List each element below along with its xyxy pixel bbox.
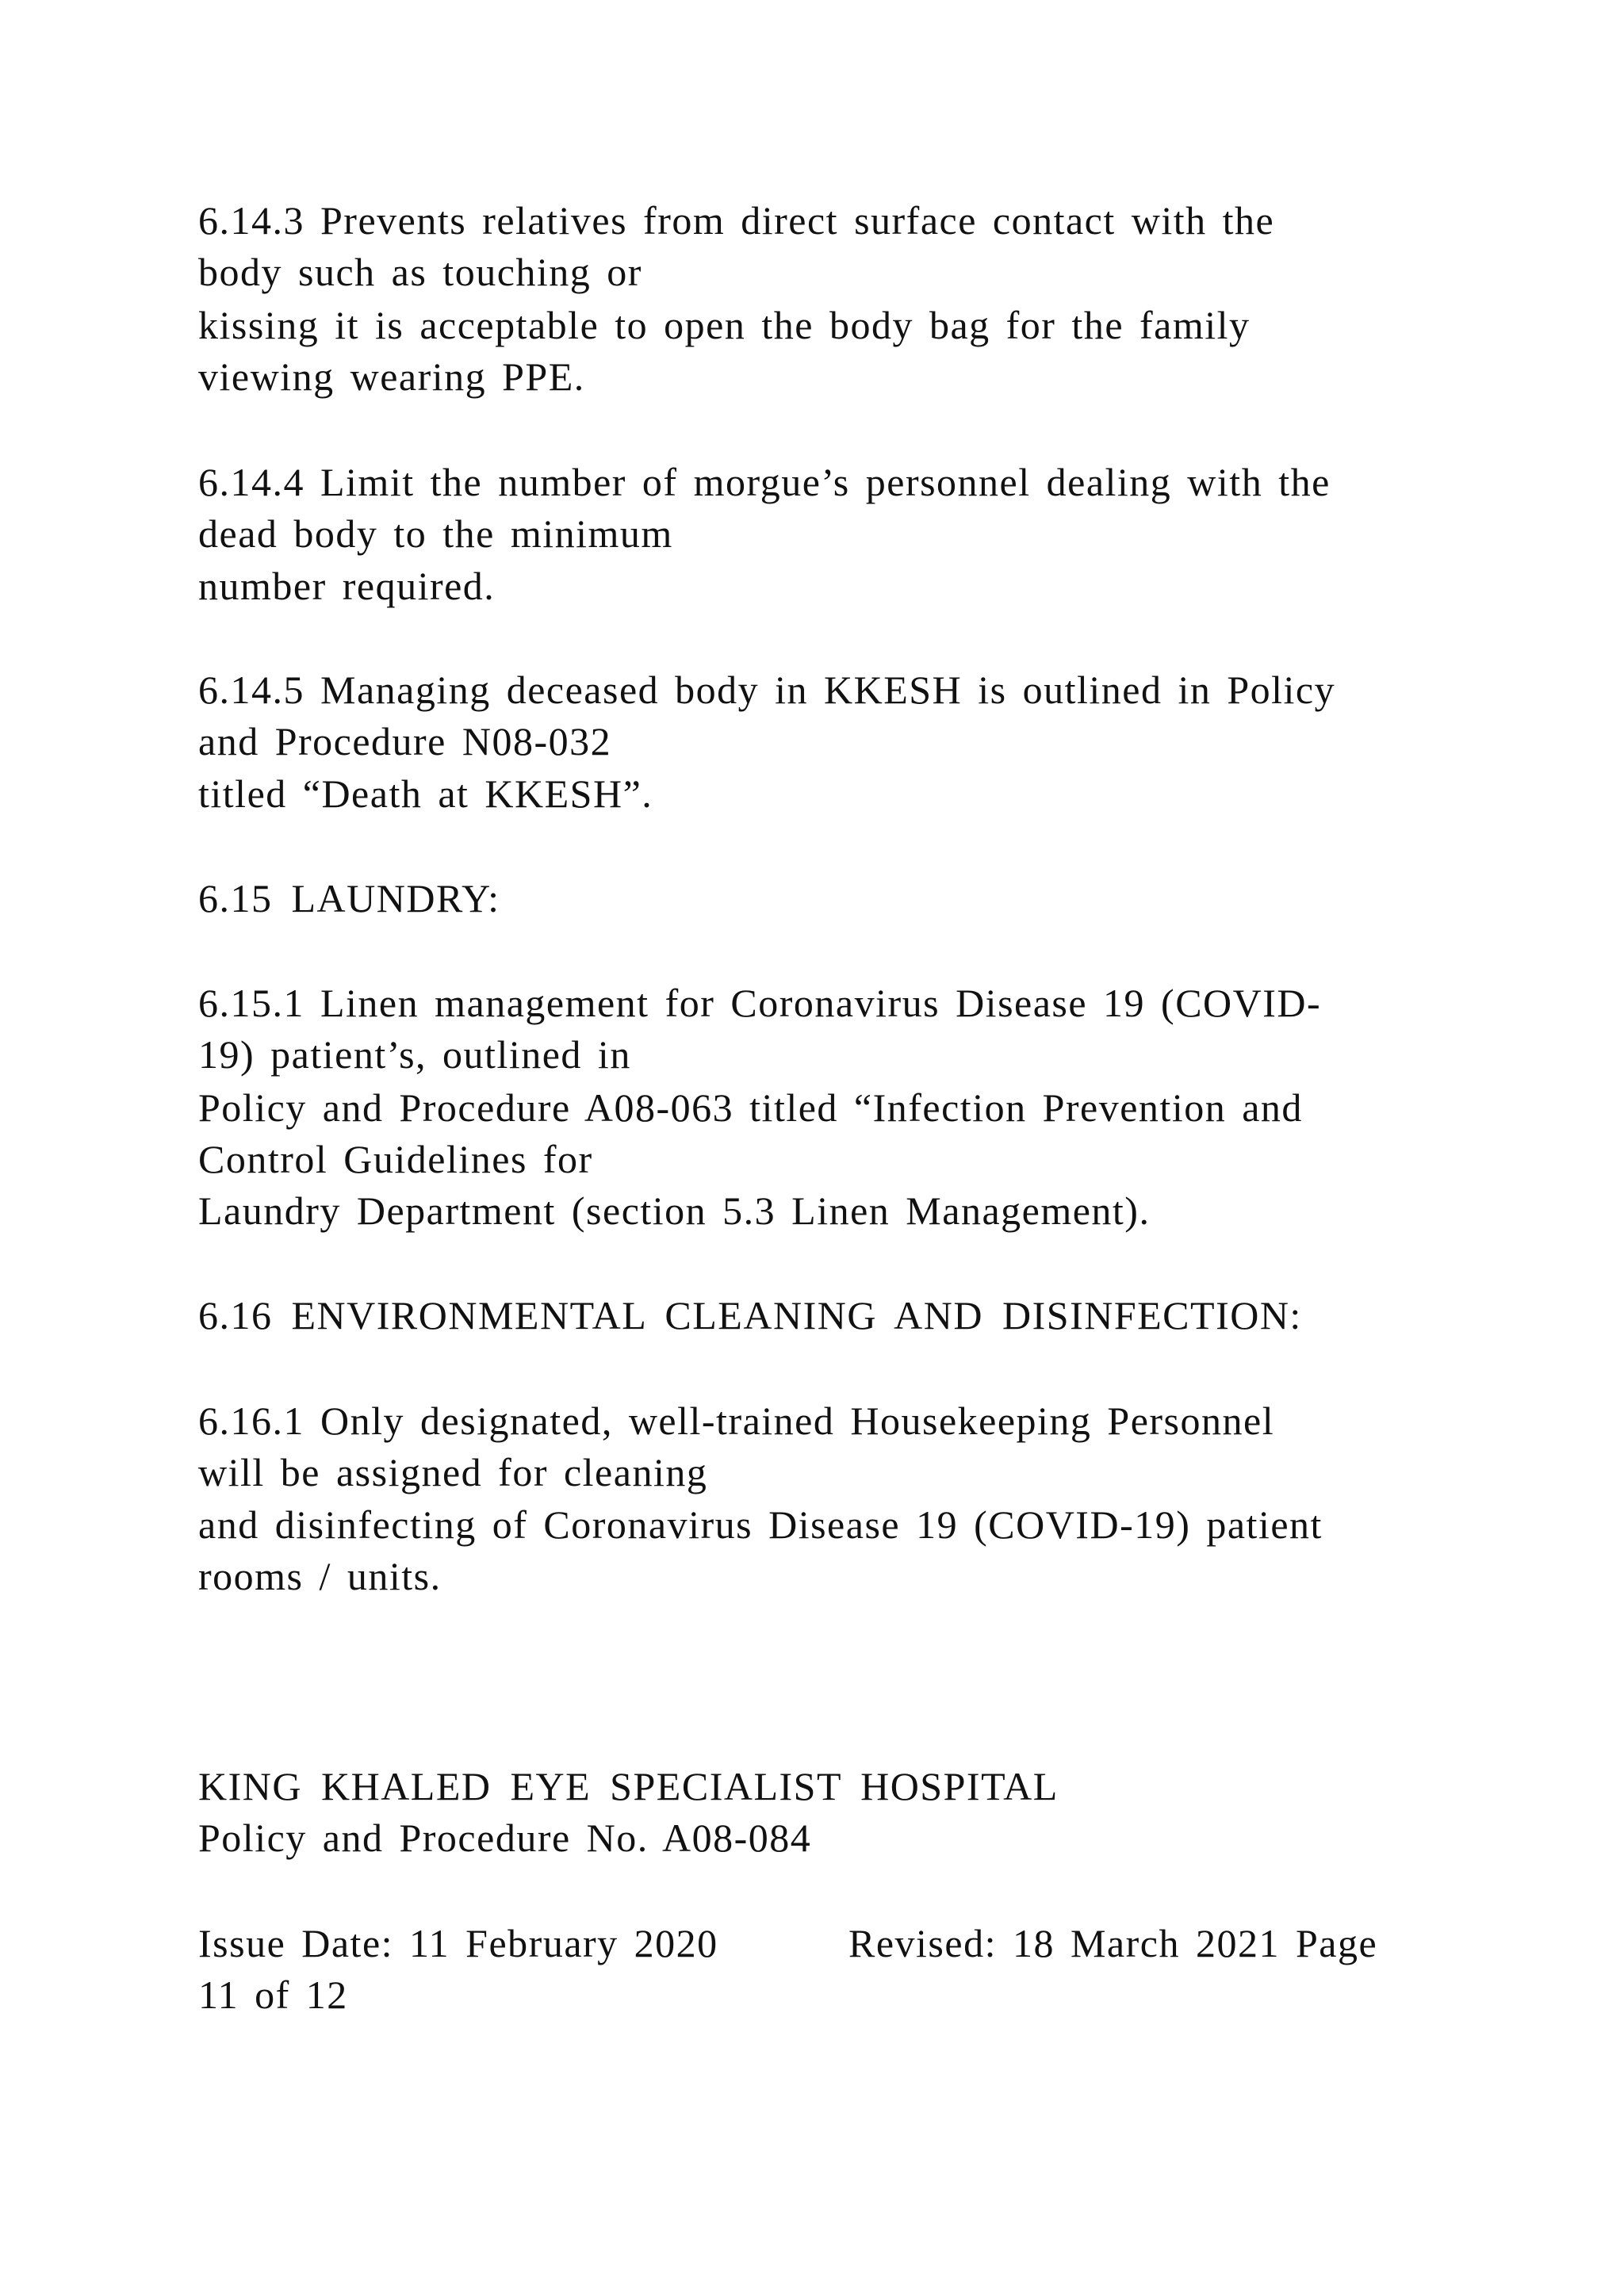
paragraph-6-16-1-line-1: 6.16.1 Only designated, well-trained Housekeeping Personnel — [198, 1399, 1275, 1443]
paragraph-6-15-1-line-2: 19) patient’s, outlined in — [198, 1032, 631, 1077]
heading-6-15-laundry: 6.15 LAUNDRY: — [198, 876, 500, 920]
footer-hospital-name: KING KHALED EYE SPECIALIST HOSPITAL — [198, 1764, 1059, 1808]
paragraph-6-15-1-line-3: Policy and Procedure A08-063 titled “Infection Prevention and — [198, 1085, 1303, 1130]
paragraph-6-16-1-line-3: and disinfecting of Coronavirus Disease 19 (COVID-19) patient — [198, 1502, 1323, 1547]
paragraph-6-15-1-line-1: 6.15.1 Linen management for Coronavirus Disease 19 (COVID- — [198, 981, 1322, 1025]
paragraph-6-14-5-line-2: and Procedure N08-032 — [198, 719, 612, 763]
paragraph-6-14-5-line-1: 6.14.5 Managing deceased body in KKESH is outlined in Policy — [198, 668, 1336, 712]
paragraph-6-14-3-line-1: 6.14.3 Prevents relatives from direct surface contact with the — [198, 198, 1275, 243]
footer-revised-date: Revised: 18 March 2021 Page — [848, 1921, 1378, 1965]
paragraph-6-16-1-line-4: rooms / units. — [198, 1554, 442, 1598]
paragraph-6-14-5-line-3: titled “Death at KKESH”. — [198, 771, 653, 816]
paragraph-6-14-3-line-3: kissing it is acceptable to open the body bag for the family — [198, 303, 1251, 347]
paragraph-6-14-3-line-2: body such as touching or — [198, 250, 642, 294]
paragraph-6-15-1-line-5: Laundry Department (section 5.3 Linen Management). — [198, 1188, 1151, 1233]
paragraph-6-14-4-line-1: 6.14.4 Limit the number of morgue’s personnel dealing with the — [198, 460, 1331, 504]
paragraph-6-14-4-line-2: dead body to the minimum — [198, 511, 673, 556]
paragraph-6-15-1-line-4: Control Guidelines for — [198, 1137, 593, 1181]
footer-issue-date: Issue Date: 11 February 2020 — [198, 1921, 718, 1965]
heading-6-16-environmental-cleaning: 6.16 ENVIRONMENTAL CLEANING AND DISINFECTION: — [198, 1293, 1302, 1337]
footer-policy-number: Policy and Procedure No. A08-084 — [198, 1816, 812, 1860]
paragraph-6-16-1-line-2: will be assigned for cleaning — [198, 1450, 708, 1494]
paragraph-6-14-4-line-3: number required. — [198, 564, 496, 608]
footer-page-number: 11 of 12 — [198, 1973, 348, 2017]
paragraph-6-14-3-line-4: viewing wearing PPE. — [198, 354, 585, 399]
